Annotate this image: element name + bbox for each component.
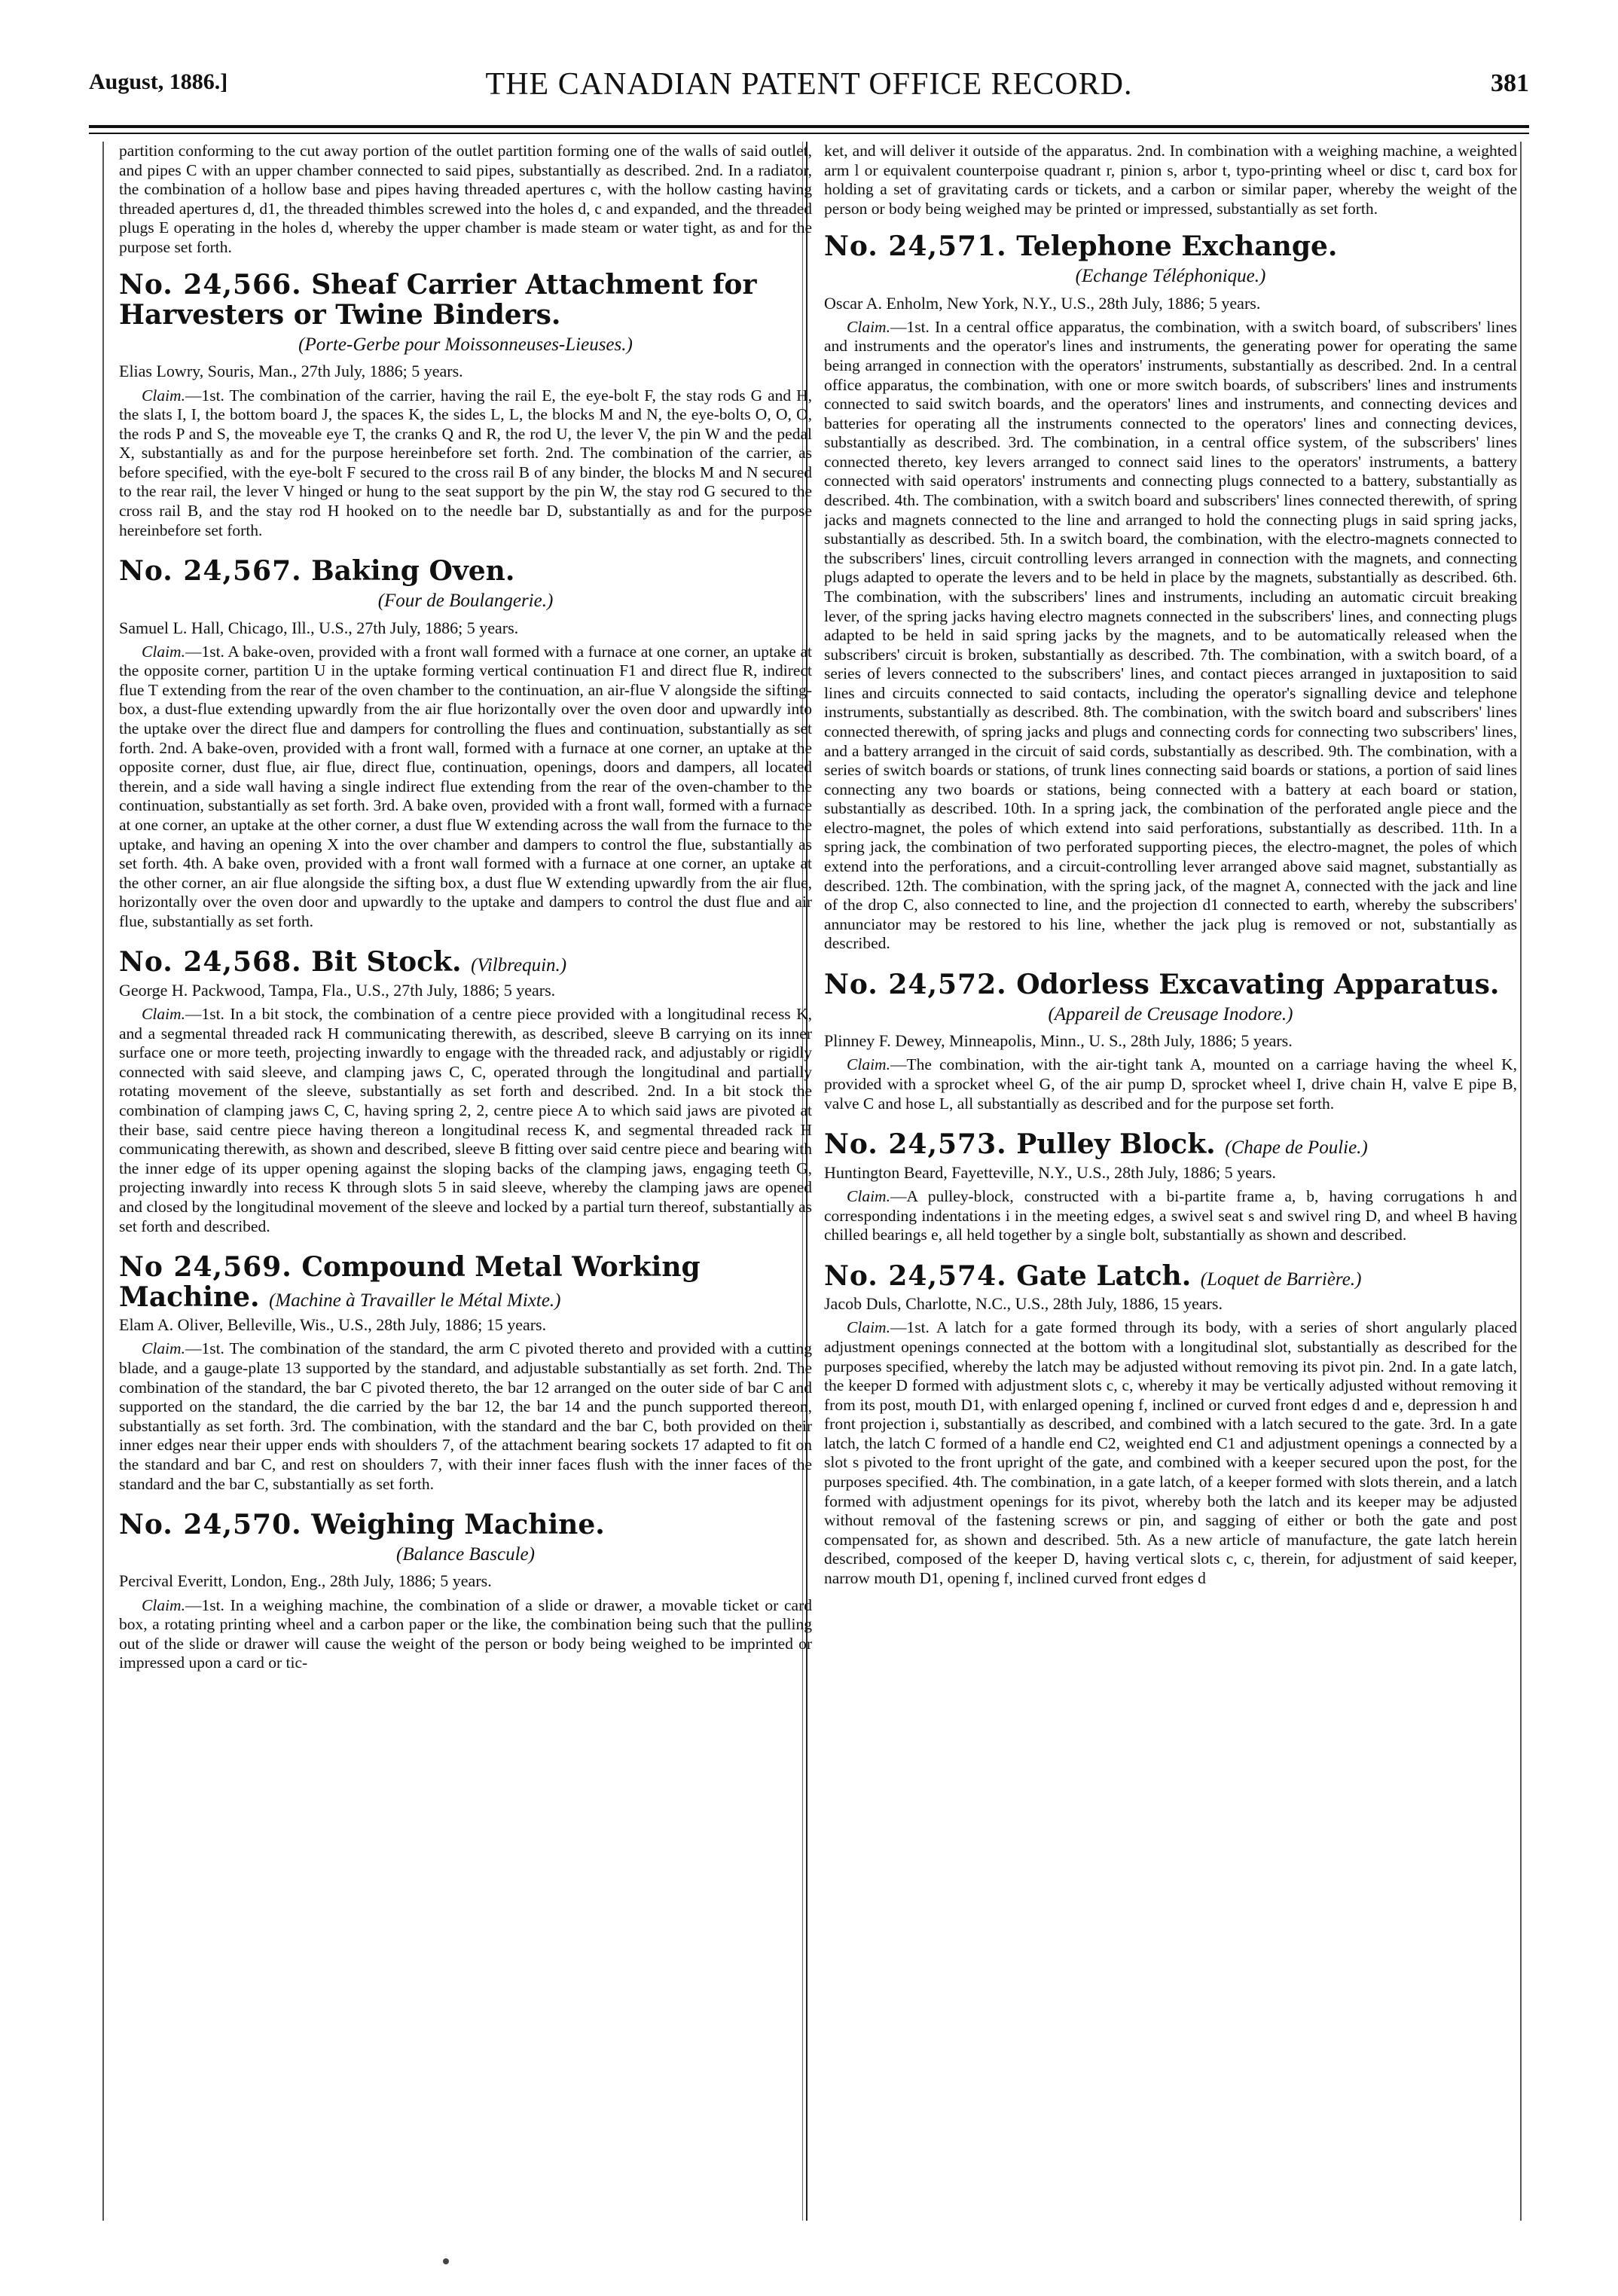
claim-body: —A pulley-block, constructed with a bi-partite frame a, b, having corrugations h and corresponding indentations i in the meeting edges, a swivel seat s and swivel ring D, and wheel B having chilled bearings e, all held together by a single bolt, substantially as shown and described. [824, 1186, 1517, 1244]
french-title: (Appareil de Creusage Inodore.) [1048, 1003, 1293, 1024]
claim-body: —1st. In a central office apparatus, the combination, with a switch board, of subscribers' lines and instruments and the operator's lines and instruments, the generating power for operating the same being arranged in connection with the operators' instruments, substantially as described. 2nd. In a central office apparatus, the combination, with one or more switch boards, of subscribers' lines and instruments connected to said switch boards, and the operators' lines and instruments, and connecting devices and batteries for operating all the instruments connected to the operators' lines and connecting devices, substantially as described. 3rd. The combination, in a central office system, of the subscribers' lines connected thereto, key levers arranged to connect said lines to the operators' instruments, a battery connected with said operators' instruments and connecting plugs connected to a battery, substantially as described. 4th. The combination, with a switch board and subscribers' lines connected therewith, of spring jacks and magnets connected to the line and arranged to hold the connecting plugs in said spring jacks, substantially as described. 5th. In a switch board, the combination, with the electro-magnets connected to the subscribers' lines, circuit controlling levers arranged in connection with the magnets, and connecting plugs adapted to operate the levers and to be held in place by the magnets, substantially as described. 6th. The combination, with the subscribers' lines and instruments, including an automatic circuit breaking lever, of the spring jacks having electro magnets connected in the subscribers' lines, and connecting plugs adapted to be held in said spring jacks by the magnets, and to be automatically released when the subscribers' circuit is broken, substantially as described. 7th. The combination, with a switch board, of a series of levers connected to the subscribers' lines, and contact pieces arranged in juxtaposition to said lines and circuits connected to said contacts, including the operator's signalling device and telephone instruments, substantially as described. 8th. The combination, with the switch board and subscribers' lines connected therewith, of spring jacks and plugs and connecting cords for connecting two subscribers' lines, and a battery arranged in the circuit of said cords, substantially as described. 9th. The combination, with a series of switch boards or stations, of trunk lines connecting said boards or stations, a portion of said lines connecting any two boards or stations, being connected with a battery at each board or station, substantially as described. 10th. In a spring jack, the combination of the perforated angle piece and the electro-magnet, the poles of which extend into said perforations, substantially as described. 11th. In a spring jack, the combination of two perforated supporting pieces, the electro-magnet, the poles of which extend into the perforations, and a circuit-controlling lever arranged above said magnet, substantially as described. 12th. The combination, with the spring jack, of the magnet A, connected with the jack and line of the drop C, also connected to line, and the projection d1 connected to earth, whereby the subscribers' annunciator may be restored to his line, whether the jack plug is removed or not, substantially as described. [824, 317, 1517, 953]
patent-heading [824, 232, 1517, 262]
claim-body: —1st. A bake-oven, provided with a front wall formed with a furnace at one corner, an uptake at the opposite corner, partition U in the uptake forming vertical continuation F1 and direct flue R, indirect flue T extending from the rear of the oven chamber to the continuation, an air-flue V alongside the sifting-box, a dust-flue extending upwardly from the air flue horizontally over the oven door and upwardly into the uptake over the direct flue and dampers for controlling the flues and continuation, substantially as set forth. 2nd. A bake-oven, provided with a front wall, formed with a furnace at one corner, an uptake at the opposite corner, dust flue, air flue, direct flue, continuation, openings, doors and dampers, all located therein, and a side wall having a single indirect flue extending from the rear of the oven-chamber to the continuation, substantially as set forth. 3rd. A bake oven, provided with a front wall, formed with a furnace at one corner, an uptake at the other corner, a dust flue W extending across the wall from the furnace to the uptake, and having an opening X into the over chamber and dampers to control the flue, substantially as set forth. 4th. A bake oven, provided with a front wall formed with a furnace at one corner, an uptake at the other corner, an air flue alongside the sifting box, a dust flue W extending upwardly from the air flue, horizontally over the oven door and upwardly to the uptake and dampers to control the dust flue and air flue, substantially as set forth. [119, 642, 812, 930]
patent-title: Weighing Machine. [311, 1509, 605, 1541]
patent-entry [824, 1259, 1517, 1589]
claim-label: Claim. [847, 1318, 890, 1337]
french-title: (Porte-Gerbe pour Moissonneuses-Lieuses.) [298, 334, 633, 355]
claim-label: Claim. [142, 1595, 185, 1614]
claim-label: Claim. [142, 642, 185, 661]
inventor-line: Percival Everitt, London, Eng., 28th July, 1886; 5 years. [119, 1571, 492, 1591]
patent-number: No. 24,573. [824, 1128, 1007, 1161]
patent-number: No. 24,567. [119, 555, 302, 588]
patent-heading [824, 1259, 1517, 1292]
patent-number: No. 24,566. [119, 269, 302, 301]
inventor-line: George H. Packwood, Tampa, Fla., U.S., 27th July, 1886; 5 years. [119, 980, 556, 1000]
header-date: August, 1886.] [89, 69, 228, 94]
inventor-line: Elam A. Oliver, Belleville, Wis., U.S., 28th July, 1886; 15 years. [119, 1315, 547, 1335]
patent-number: No 24,569. [119, 1251, 292, 1284]
patent-entry [119, 1253, 812, 1494]
continued-claim-text: ket, and will deliver it outside of the apparatus. 2nd. In combination with a weighing machine, a weighted arm l or equivalent counterpoise quadrant r, pinion s, arbor t, typo-printing wheel or disc t, card box for holding a set of gravitating cards or tickets, and a carbon or similar paper, whereby the weight of the person or body being weighed may be printed or impressed, substantially as set forth. [824, 142, 1517, 218]
header-rule-thick [89, 125, 1529, 128]
patent-heading [824, 1130, 1517, 1160]
claim-body: —1st. The combination of the carrier, having the rail E, the eye-bolt F, the stay rods G and H, the slats I, I, the bottom board J, the spaces K, the sides L, L, the blocks M and N, the eye-bolts O, O, O, the rods P and S, the moveable eye T, the cranks Q and R, the rod U, the lever V, the pin W and the pedal X, substantially as and for the purpose hereinbefore set forth. 2nd. The combination of the carrier, as before specified, with the eye-bolt F secured to the cross rail B of any binder, the blocks M and N secured to the rear rail, the lever V hinged or hung to the seat support by the pin W, the stay rod G secured to the cross rail B, and the stay rod H hooked on to the needle bar D, substantially as and for the purpose hereinbefore set forth. [119, 386, 812, 539]
patent-entry [824, 970, 1517, 1113]
french-title: (Echange Téléphonique.) [1075, 265, 1266, 286]
patent-title: Pulley Block. [1016, 1128, 1216, 1161]
french-title: (Balance Bascule) [396, 1543, 535, 1565]
french-title: (Loquet de Barrière.) [1200, 1269, 1362, 1290]
patent-title: Bit Stock. [311, 946, 462, 979]
patent-heading [119, 1253, 812, 1312]
claim-body: —The combination, with the air-tight tank A, mounted on a carriage having the wheel K, provided with a sprocket wheel G, of the air pump D, sprocket wheel I, drive chain H, valve E pipe B, valve C and hose L, all substantially as described and for the purpose set forth. [824, 1055, 1517, 1113]
claim-text [824, 1055, 1517, 1113]
claim-label: Claim. [142, 386, 185, 405]
patent-entry [119, 1510, 812, 1673]
journal-title: THE CANADIAN PATENT OFFICE RECORD. [485, 67, 1133, 102]
claim-body: —1st. In a weighing machine, the combination of a slide or drawer, a movable ticket or card box, a rotating printing wheel and a carbon paper or the like, the combination being such that the pulling out of the slide or drawer will cause the weight of the person or body being weighed to be imprinted or impressed upon a card or tic- [119, 1595, 812, 1672]
claim-text [119, 1005, 812, 1236]
claim-label: Claim. [847, 1055, 890, 1074]
left-column [119, 142, 812, 2221]
patent-entry [824, 232, 1517, 954]
patent-entry [119, 270, 812, 540]
claim-text [824, 1187, 1517, 1245]
patent-number: No. 24,574. [824, 1259, 1007, 1292]
patent-entry [824, 1130, 1517, 1245]
claim-label: Claim. [847, 1186, 890, 1205]
patent-heading [824, 970, 1517, 1000]
patent-heading [119, 1510, 812, 1540]
french-title: (Chape de Poulie.) [1225, 1137, 1368, 1159]
patent-number: No. 24,572. [824, 968, 1007, 1000]
patent-title: Telephone Exchange. [1016, 231, 1338, 263]
patent-number: No. 24,570. [119, 1509, 302, 1541]
inventor-line: Elias Lowry, Souris, Man., 27th July, 1886; 5 years. [119, 362, 463, 381]
continued-claim-text: partition conforming to the cut away portion of the outlet partition forming one of the walls of said outlet, and pipes C with an upper chamber connected to said pipes, substantially as described. 2nd. In a radiator, the combination of a hollow base and pipes having threaded apertures c, with the hollow casting having threaded apertures d, d1, the threaded thimbles screwed into the holes d, c and expanded, and the threaded plugs E operating in the holes d, whereby the upper chamber is made steam or water tight, as and for the purpose set forth. [119, 142, 812, 256]
patent-title: Sheaf Carrier Attachment for Harvesters or Twine Binders. [119, 269, 757, 331]
patent-number: No. 24,568. [119, 946, 302, 979]
right-border [1520, 142, 1522, 2221]
patent-title: Compound Metal Working Machine. [119, 1251, 701, 1313]
claim-label: Claim. [142, 1339, 185, 1358]
patent-heading [119, 557, 812, 587]
header-rule-thin [89, 133, 1529, 134]
french-title: (Vilbrequin.) [471, 955, 567, 976]
inventor-line: Oscar A. Enholm, New York, N.Y., U.S., 28th July, 1886; 5 years. [824, 293, 1261, 313]
printer-mark [443, 2258, 449, 2264]
claim-text [824, 1318, 1517, 1588]
claim-text [119, 1339, 812, 1494]
inventor-line: Plinney F. Dewey, Minneapolis, Minn., U. S., 28th July, 1886; 5 years. [824, 1031, 1293, 1051]
claim-text [119, 1596, 812, 1673]
claim-body: —1st. The combination of the standard, the arm C pivoted thereto and provided with a cutting blade, and a gauge-plate 13 supported by the standard, and adjustable substantially as set forth. 2nd. The combination of the standard, the bar C pivoted thereto, the bar 12 arranged on the outer side of bar C and supported on the standard, the die carried by the bar 12, the bar 14 and the punch supported thereon, substantially as set forth. 3rd. The combination, with the standard and the bar C, both provided on their inner edges near their upper ends with shoulders 7, of the attachment bearing sockets 17 adapted to fit on the standard and bar C, and rest on shoulders 7, with their inner faces flush with the inner faces of the standard and the bar C, substantially as set forth. [119, 1339, 812, 1493]
patent-entry [119, 557, 812, 931]
french-title: (Machine à Travailler le Métal Mixte.) [269, 1290, 561, 1311]
claim-label: Claim. [847, 317, 890, 336]
claim-text [119, 643, 812, 932]
claim-body: —1st. A latch for a gate formed through its body, with a series of short angularly placed adjustment openings connected at the bottom with a longitudinal slot, substantially as described for the purposes specified, whereby the latch may be adjusted without removing its pivot pin. 2nd. In a gate latch, the keeper D formed with adjustment slots c, c, whereby it may be vertically adjusted without removing it from its post, mouth D1, with enlarged opening f, inclined or curved front edges d and e, depression h and front projection i, substantially as described, and combined with a latch secured to the gate. 3rd. In a gate latch, the latch C formed of a handle end C2, weighted end C1 and adjustment openings a connected by a slot s pivoted to the front upright of the gate, and combined with a keeper secured upon the post, for the purposes specified. 4th. The combination, in a gate latch, of a keeper formed with slots therein, and a latch formed with adjustment openings for its pivot, whereby both the latch and its keeper may be adjusted without removal of the fastening screws or pin, and sagging of either or both the gate and post compensated for, as shown and described. 5th. As a new article of manufacture, the gate latch herein described, composed of the keeper D, having vertical slots c, c, therein, for adjustment of said keeper, narrow mouth D1, opening f, inclined curved front edges d [824, 1318, 1517, 1587]
inventor-line: Jacob Duls, Charlotte, N.C., U.S., 28th July, 1886, 15 years. [824, 1294, 1223, 1314]
claim-body: —1st. In a bit stock, the combination of a centre piece provided with a longitudinal recess K, and a segmental threaded rack H communicating therewith, as described, sleeve B carrying on its inner surface one or more teeth, projecting inwardly to engage with the threaded rack, and adjustably or rigidly connected with said sleeve, and clamping jaws C, C, operated through the longitudinal and partially rotating movement of the sleeve, substantially as set forth and described. 2nd. In a bit stock the combination of clamping jaws C, C, having spring 2, 2, centre piece A to which said jaws are pivoted at their base, said centre piece having thereon a longitudinal recess K, and segmental threaded rack H communicating therewith, as shown and described, sleeve B fitting over said centre piece and bearing with the inner edge of its upper opening against the sloping backs of the clamping jaws, engaging teeth G, projecting inwardly into recess K through slots 5 in said sleeve, whereby the clamping jaws are opened and closed by the longitudinal movement of the sleeve and locked by a partial turn thereof, substantially as set forth and described. [119, 1005, 812, 1235]
left-border [102, 142, 104, 2221]
patent-title: Odorless Excavating Apparatus. [1016, 968, 1500, 1000]
claim-text [119, 386, 812, 541]
inventor-line: Huntington Beard, Fayetteville, N.Y., U.S., 28th July, 1886; 5 years. [824, 1162, 1277, 1182]
patent-heading [119, 948, 812, 978]
running-header [89, 66, 1529, 111]
claim-label: Claim. [142, 1005, 185, 1024]
inventor-line: Samuel L. Hall, Chicago, Ill., U.S., 27th July, 1886; 5 years. [119, 618, 519, 637]
patent-heading [119, 270, 812, 330]
patent-title: Baking Oven. [311, 555, 515, 588]
claim-text [824, 318, 1517, 954]
patent-number: No. 24,571. [824, 231, 1007, 263]
patent-entry [119, 948, 812, 1236]
page-number: 381 [1491, 69, 1529, 97]
patent-title: Gate Latch. [1016, 1259, 1192, 1292]
right-column [824, 142, 1517, 2221]
french-title: (Four de Boulangerie.) [377, 590, 554, 611]
